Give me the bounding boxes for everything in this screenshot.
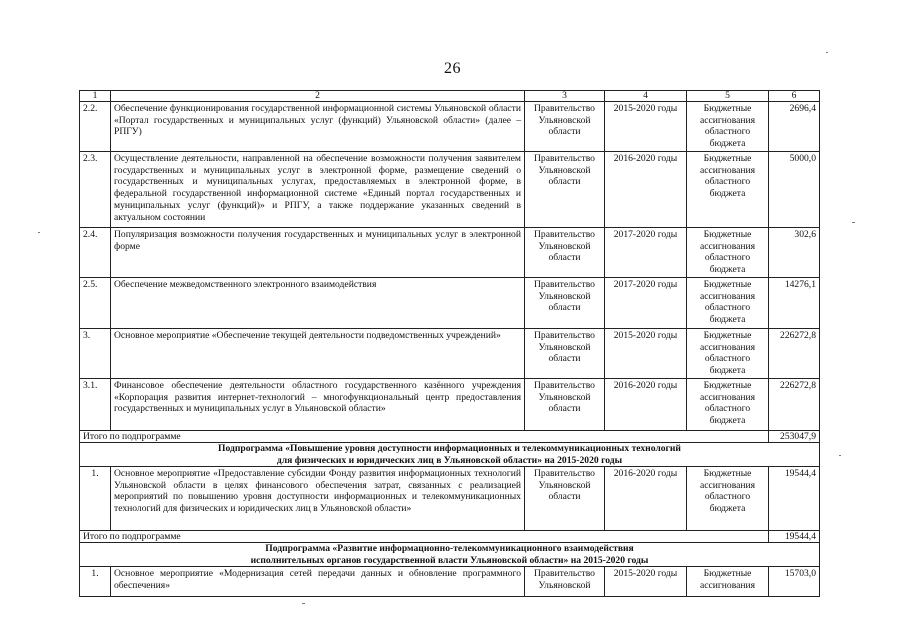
item-responsible: Правительство Ульяновской области: [525, 228, 605, 278]
subtotal-label: Итого по подпрограмме: [80, 431, 769, 443]
item-period: 2015-2020 годы: [605, 567, 687, 597]
col-header-3: 3: [525, 91, 605, 102]
scan-speck: [852, 222, 855, 223]
item-description: Обеспечение межведомственного электронного взаимодействия: [111, 278, 525, 329]
item-funding-source: Бюджетные ассигнования областного бюджета: [687, 379, 769, 431]
item-responsible: Правительство Ульяновской области: [525, 329, 605, 379]
table-row: [80, 152, 820, 228]
item-number: 1.: [80, 467, 111, 531]
subprogram-title-line-2: для физических и юридических лиц в Ульяновской области» на 2015-2020 годы: [276, 454, 623, 466]
item-responsible: Правительство Ульяновской области: [525, 467, 605, 531]
item-responsible: Правительство Ульяновской области: [525, 379, 605, 431]
table-row: [80, 329, 820, 379]
item-funding-source: Бюджетные ассигнования областного бюджета: [687, 228, 769, 278]
item-number: 3.: [80, 329, 111, 379]
column-number-row: [80, 91, 820, 102]
table-row: [80, 379, 820, 431]
item-description: Осуществление деятельности, направленной на обеспечение возможности получения заявителем государственных и муниципальных услуг в электронной форме, размещение сведений о государственных и муниципальных услугах, предоставляемых в электронной форме, в федеральной государственной информационной системе «Единый портал государственных и муниципальных услуг (функций)» и РПГУ, а также поддержание указанных сведений в актуальном состоянии: [111, 152, 525, 228]
item-funding-source: Бюджетные ассигнования областного бюджета: [687, 278, 769, 329]
item-number: 2.3.: [80, 152, 111, 228]
item-period: 2016-2020 годы: [605, 379, 687, 431]
item-description: Обеспечение функционирования государственной информационной системы Ульяновской области «Портал государственных и муниципальных услуг (функций) Ульяновской области» (далее – РПГУ): [111, 102, 525, 152]
subprogram-title-line-1: Подпрограмма «Развитие информационно-телекоммуникационного взаимодействия: [265, 543, 634, 554]
item-responsible: Правительство Ульяновской области: [525, 102, 605, 152]
scan-speck: [302, 603, 305, 604]
page-number: 26: [444, 60, 461, 77]
item-funding-source: Бюджетные ассигнования областного бюджета: [687, 467, 769, 531]
col-header-4: 4: [605, 91, 687, 102]
item-amount: 19544,4: [769, 467, 820, 531]
col-header-6: 6: [769, 91, 820, 102]
item-funding-source: Бюджетные ассигнования: [687, 567, 769, 597]
item-amount: 302,6: [769, 228, 820, 278]
col-header-2: 2: [111, 91, 525, 102]
scan-speck: [38, 232, 40, 233]
item-description: Основное мероприятие «Предоставление субсидии Фонду развития информационных технологий Ульяновской области в целях финансового обеспечения затрат, связанных с реализацией мероприятий по повышению уровня доступности информационных и телекоммуникационных технологий для физических и юридических лиц в Ульяновской области»: [111, 467, 525, 531]
subprogram-heading-row: [80, 543, 820, 567]
item-number: 2.4.: [80, 228, 111, 278]
item-period: 2015-2020 годы: [605, 102, 687, 152]
item-period: 2017-2020 годы: [605, 228, 687, 278]
table-row: [80, 467, 820, 531]
scan-speck: [839, 455, 841, 456]
subtotal-amount: 19544,4: [769, 531, 820, 543]
subprogram-heading-row: [80, 443, 820, 467]
item-funding-source: Бюджетные ассигнования областного бюджета: [687, 102, 769, 152]
item-responsible: Правительство Ульяновской области: [525, 278, 605, 329]
item-responsible: Правительство Ульяновской области: [525, 152, 605, 228]
subtotal-row: [80, 431, 820, 443]
item-number: 2.5.: [80, 278, 111, 329]
col-header-5: 5: [687, 91, 769, 102]
item-period: 2016-2020 годы: [605, 152, 687, 228]
item-responsible: Правительство Ульяновской: [525, 567, 605, 597]
item-period: 2015-2020 годы: [605, 329, 687, 379]
subtotal-amount: 253047,9: [769, 431, 820, 443]
item-amount: 2696,4: [769, 102, 820, 152]
item-description: Популяризация возможности получения государственных и муниципальных услуг в электронной форме: [111, 228, 525, 278]
subtotal-label: Итого по подпрограмме: [80, 531, 769, 543]
item-description: Основное мероприятие «Обеспечение текущей деятельности подведомственных учреждений»: [111, 329, 525, 379]
subprogram-title-line-1: Подпрограмма «Повышение уровня доступности информационных и телекоммуникационных технологий: [218, 443, 681, 454]
item-period: 2016-2020 годы: [605, 467, 687, 531]
item-funding-source: Бюджетные ассигнования областного бюджета: [687, 329, 769, 379]
subtotal-row: [80, 531, 820, 543]
col-header-1: 1: [80, 91, 111, 102]
table-row: [80, 278, 820, 329]
item-number: 1.: [80, 567, 111, 597]
item-period: 2017-2020 годы: [605, 278, 687, 329]
item-amount: 226272,8: [769, 329, 820, 379]
item-description: Финансовое обеспечение деятельности областного государственного казённого учреждения «Корпорация развития интернет-технологий – многофункциональный центр предоставления государственных и муниципальных услуг в Ульяновской области»: [111, 379, 525, 431]
item-number: 3.1.: [80, 379, 111, 431]
table-row: [80, 567, 820, 597]
item-amount: 5000,0: [769, 152, 820, 228]
table-row: [80, 102, 820, 152]
item-amount: 14276,1: [769, 278, 820, 329]
budget-table: [79, 90, 820, 597]
item-description: Основное мероприятие «Модернизация сетей передачи данных и обновление программного обеспечения»: [111, 567, 525, 597]
item-number: 2.2.: [80, 102, 111, 152]
subprogram-title-line-2: исполнительных органов государственной власти Ульяновской области» на 2015-2020 годы: [250, 554, 649, 566]
table-row: [80, 228, 820, 278]
item-amount: 15703,0: [769, 567, 820, 597]
item-amount: 226272,8: [769, 379, 820, 431]
item-funding-source: Бюджетные ассигнования областного бюджета: [687, 152, 769, 228]
scan-speck: [826, 52, 828, 53]
